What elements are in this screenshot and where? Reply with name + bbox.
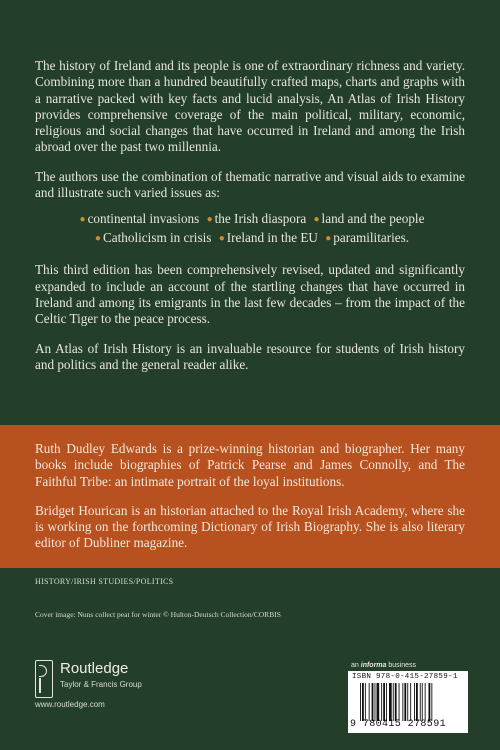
author-bio-hourican: Bridget Hourican is an historian attached to the Royal Irish Academy, where she is working on the forthcoming Dictionary of Irish Biography. She is also literary editor of Dubliner magazine.	[35, 502, 465, 551]
barcode-box	[348, 671, 468, 733]
informa-business-label	[351, 662, 416, 669]
topic-item: Catholicism in crisis	[102, 230, 212, 246]
blurb-paragraph-3: This third edition has been comprehensively revised, updated and significantly expanded to include an account of the startling changes that have occurred in Ireland and among its emigrants in the last few decades – from the impact of the Celtic Tiger to the peace process.	[35, 262, 465, 327]
cover-image-credit: Cover image: Nuns collect peat for winter © Hulton-Deutsch Collection/CORBIS	[35, 610, 281, 619]
informa-prefix: an	[351, 662, 359, 669]
topic-list	[35, 210, 465, 248]
publisher-group: Taylor & Francis Group	[60, 680, 142, 689]
blurb-paragraph-4: An Atlas of Irish History is an invaluable resource for students of Irish history and politics and the general reader alike.	[35, 340, 465, 372]
informa-brand: informa	[360, 662, 387, 669]
back-cover-blurb	[35, 58, 465, 386]
publisher-url: www.routledge.com	[35, 700, 105, 709]
bullet-icon: ●	[79, 214, 86, 226]
blurb-paragraph-1: The history of Ireland and its people is one of extraordinary richness and variety. Combining more than a hundred beautifully crafted maps, charts and graphs with a narrative packed with key facts and lucid analysis, An Atlas of Irish History provides comprehensive coverage of the main political, military, economic, religious and social changes that have occurred in Ireland and among the Irish abroad over the past two millennia.	[35, 58, 465, 155]
isbn-label: ISBN 978-0-415-27859-1	[352, 673, 458, 681]
bullet-icon: ●	[325, 233, 332, 245]
publisher-block	[35, 660, 215, 710]
subject-category: HISTORY/IRISH STUDIES/POLITICS	[35, 577, 174, 586]
ean-digits: 9 780415 278591	[350, 719, 447, 730]
bullet-icon: ●	[313, 214, 320, 226]
topic-item: the Irish diaspora	[214, 211, 307, 227]
author-bios	[35, 441, 465, 565]
topic-item: Ireland in the EU	[226, 230, 318, 246]
topic-item: continental invasions	[87, 211, 200, 227]
barcode-icon	[360, 683, 462, 721]
topic-item: paramilitaries.	[333, 230, 410, 246]
blurb-paragraph-2: The authors use the combination of thematic narrative and visual aids to examine and illustrate such varied issues as:	[35, 168, 465, 201]
bullet-icon: ●	[218, 233, 225, 245]
bullet-icon: ●	[94, 233, 101, 245]
bullet-icon: ●	[206, 214, 213, 226]
informa-suffix: business	[388, 662, 417, 669]
author-bio-edwards: Ruth Dudley Edwards is a prize-winning historian and biographer. Her many books include biographies of Patrick Pearse and James Connolly, and The Faithful Tribe: an intimate portrait of the loyal institutions.	[35, 441, 465, 489]
routledge-logo-icon	[35, 660, 53, 698]
publisher-name: Routledge	[60, 660, 129, 677]
topic-item: land and the people	[321, 211, 425, 227]
